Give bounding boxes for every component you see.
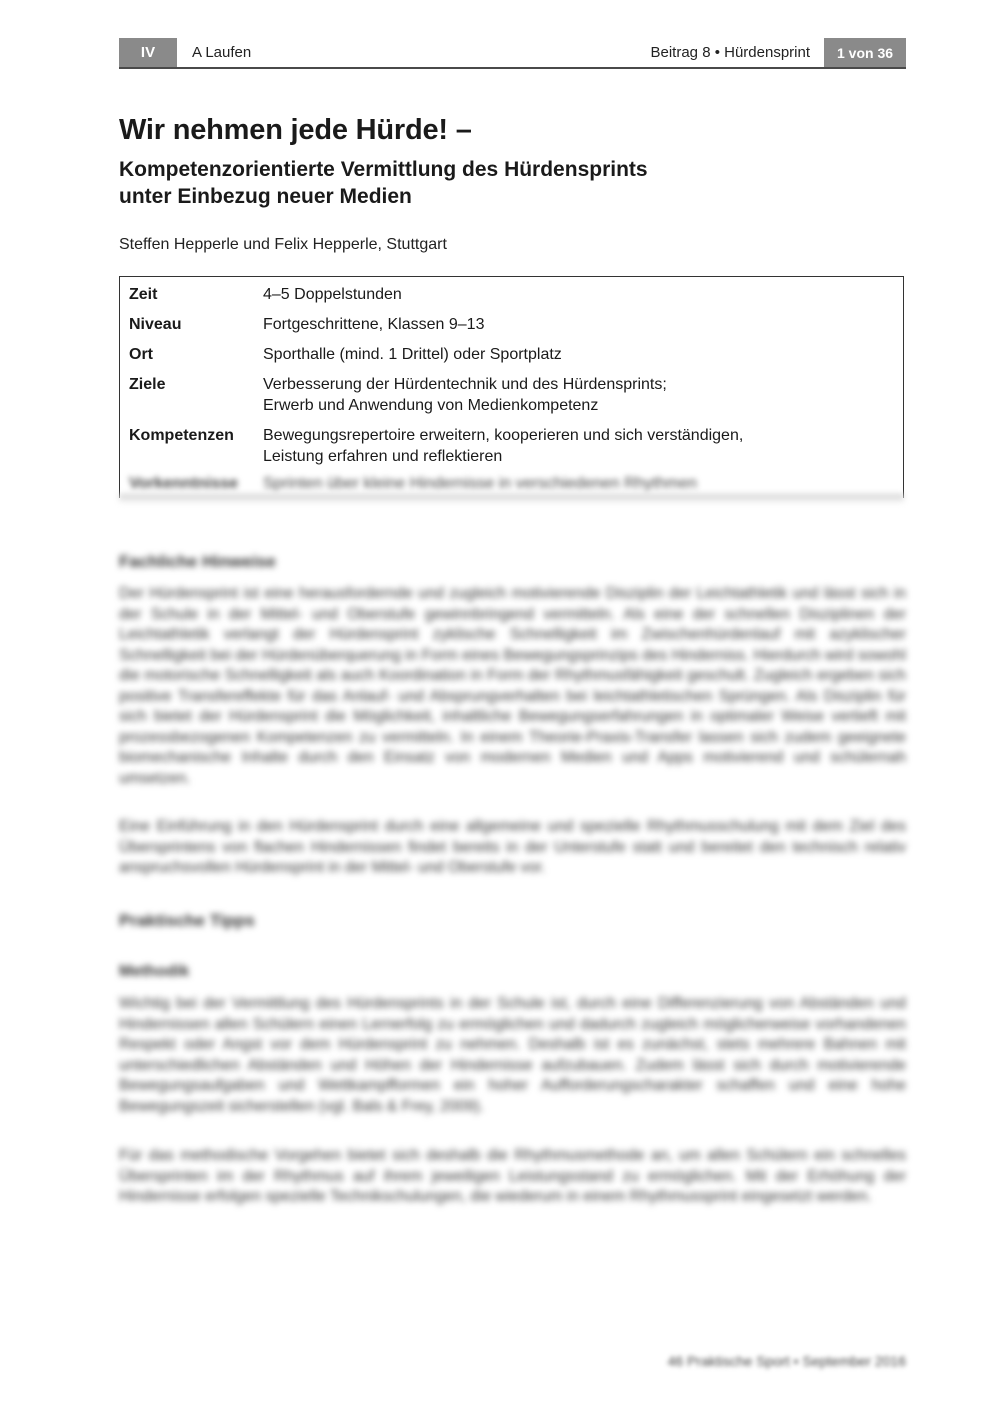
info-value xyxy=(263,425,883,467)
page-indicator-badge: 1 von 36 xyxy=(824,38,906,67)
body-paragraph: Für das methodische Vorgehen bietet sich deshalb die Rhythmusmethode an, um allen Schülern ein schnelles Übersprinten im der Rhythmus auf ihrem jeweiligen Leistungsstand zu ermöglichen. Mit der Erhöhung der Hindernisse erfolgen spezielle Technikschulungen, die wiederum in einem Rhythmussprint eingesetzt werden. xyxy=(119,1147,906,1205)
section-heading: Fachliche Hinweise xyxy=(119,552,276,571)
part-number-badge: IV xyxy=(119,38,177,67)
body-paragraph: Der Hürdensprint ist eine herausfordernde und zugleich motivierende Disziplin der Leichtathletik und lässt sich in der Schule in der Mittel- und Oberstufe gewinnbringend vermitteln. Als eine der schnellen Disziplinen der Leichtathletik verlangt der Hürdensprint zyklische Schnelligkeit im Zwischenhürdenlauf mit azyklischer Schnelligkeit bei der Hürdenüberquerung in Form eines Bewegungsprinzips des Hinderniss. Hierdurch wird sowohl die motorische Schnelligkeit als auch Koordination in Form der Rhythmusfähigkeit geschult. Zugleich ergeben sich positive Transfereffekte für das Anlauf- und Absprungverhalten bei leichtathletischen Sprüngen. Als Disziplin für sich bietet der Hürdensprint die Möglichkeit, inhaltliche Bewegungserfahrungen in optimaler Weise vertieft mit prozessbezogenen Kompetenzen zu vermitteln. In einem Theorie-Praxis-Transfer lassen sich zudem geeignete biomechanische Inhalte durch den Einsatz von modernen Medien und Apps motivierend und schülernah umsetzen. xyxy=(119,585,906,787)
info-label: Kompetenzen xyxy=(129,427,234,444)
info-label: Vorkenntnisse xyxy=(129,475,239,492)
info-value: 4–5 Doppelstunden xyxy=(263,286,402,303)
page-footer: 46 Praktische Sport • September 2016 xyxy=(667,1353,906,1369)
info-label: Niveau xyxy=(129,316,182,333)
subtitle-line-2: unter Einbezug neuer Medien xyxy=(119,185,412,208)
info-value-line-1: Verbesserung der Hürdentechnik und des Hürdensprints; xyxy=(263,376,667,393)
info-value: Sprinten über kleine Hindernisse in verschiedenen Rhythmen xyxy=(263,475,698,492)
section-heading: Praktische Tipps xyxy=(119,911,255,930)
section-label: A Laufen xyxy=(192,44,252,61)
info-label: Ort xyxy=(129,346,153,363)
body-paragraph: Wichtig bei der Vermittlung des Hürdensprints in der Schule ist, durch eine Differenzierung von Abständen und Hindernissen allen Schülern einen Lernerfolg zu ermöglichen und dadurch zugleich möglicherweise vorhandenen Respekt oder Angst vor dem Hürdensprint zu nehmen. Deshalb ist es zunächst, stets mehrere Bahnen mit unterschiedlichen Abständen und Höhen der Hindernisse aufzubauen. Zudem lässt sich durch motivierende Bewegungsaufgaben und Wettkampfformen ein hoher Aufforderungscharakter schaffen und eine hohe Bewegungszeit sicherstellen (vgl. Bals & Frey, 2009). xyxy=(119,995,906,1115)
subtitle-line-1: Kompetenzorientierte Vermittlung des Hürdensprints xyxy=(119,158,648,181)
info-value: Fortgeschrittene, Klassen 9–13 xyxy=(263,316,485,333)
info-box-fade xyxy=(119,494,904,504)
info-value-line-2: Erwerb und Anwendung von Medienkompetenz xyxy=(263,397,599,414)
authors: Steffen Hepperle und Felix Hepperle, Stuttgart xyxy=(119,236,447,253)
article-label: Beitrag 8 • Hürdensprint xyxy=(650,44,810,61)
info-value: Sporthalle (mind. 1 Drittel) oder Sportplatz xyxy=(263,346,562,363)
info-label: Ziele xyxy=(129,376,166,393)
document-subtitle xyxy=(119,156,819,210)
info-value-line-1: Bewegungsrepertoire erweitern, kooperieren und sich verständigen, xyxy=(263,427,744,444)
info-value-line-2: Leistung erfahren und reflektieren xyxy=(263,448,503,465)
subsection-heading: Methodik xyxy=(119,963,190,980)
info-box xyxy=(119,276,904,498)
info-value xyxy=(263,374,883,416)
page-header xyxy=(119,38,906,69)
info-label: Zeit xyxy=(129,286,158,303)
body-paragraph: Eine Einführung in den Hürdensprint durch eine allgemeine und spezielle Rhythmusschulung mit dem Ziel des Übersprintens von flachen Hindernissen findet bereits in der Unterstufe statt und bereitet den technisch relativ anspruchsvollen Hürdensprint in der Mittel- und Oberstufe vor. xyxy=(119,818,906,876)
document-title: Wir nehmen jede Hürde! – xyxy=(119,114,472,146)
